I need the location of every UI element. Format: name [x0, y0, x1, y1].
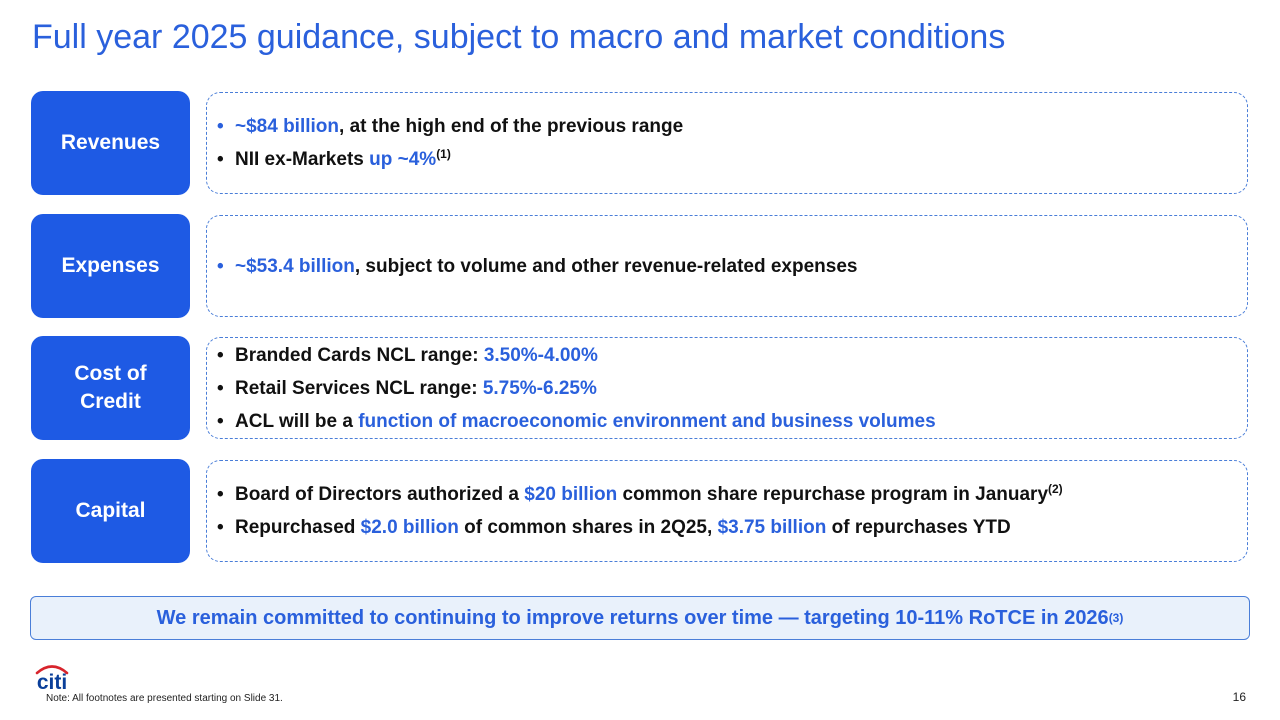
cost-of-credit-bullet-2: • Retail Services NCL range: 5.75%-6.25% [217, 377, 597, 399]
footnote-ref: (2) [1048, 482, 1063, 496]
capital-bullet-2: • Repurchased $2.0 billion of common shares in 2Q25, $3.75 billion of repurchases YTD [217, 517, 1011, 538]
capital-label-text: Capital [75, 499, 146, 522]
cost-of-credit-label-line1: Cost of [74, 362, 147, 385]
cost-of-credit-content [206, 337, 1248, 439]
expenses-label [31, 214, 190, 318]
cost-of-credit-bullet-3: • ACL will be a function of macroeconomic environment and business volumes [217, 410, 936, 432]
cost-of-credit-label [31, 336, 190, 440]
footnote-note: Note: All footnotes are presented starting on Slide 31. [46, 693, 283, 704]
footnote-ref: (1) [436, 147, 451, 161]
citi-logo [28, 660, 76, 692]
capital-label [31, 459, 190, 563]
cost-of-credit-bullet-1: • Branded Cards NCL range: 3.50%-4.00% [217, 344, 598, 366]
revenues-bullet-2: • NII ex-Markets up ~4%$^{(1)}$ [217, 147, 451, 170]
returns-banner: We remain committed to continuing to improve returns over time — targeting 10-11% RoTCE in 2026 (3) [30, 596, 1250, 640]
expenses-content [206, 215, 1248, 317]
page-title: Full year 2025 guidance, subject to macro and market conditions [32, 18, 1006, 56]
svg-text:citi: citi [36, 671, 68, 692]
expenses-bullet-1: • ~$53.4 billion, subject to volume and other revenue-related expenses [217, 255, 858, 277]
revenues-bullet-1: • ~$84 billion, at the high end of the previous range [217, 116, 684, 137]
revenues-content [206, 92, 1248, 194]
capital-content [206, 460, 1248, 562]
banner-text: We remain committed to continuing to improve returns over time — targeting 10-11% RoTCE in 2026 [156, 606, 1109, 629]
expenses-label-text: Expenses [61, 254, 160, 277]
revenues-label [31, 91, 190, 195]
capital-bullet-1: • Board of Directors authorized a $20 billion common share repurchase program in January$^{(2)}$ [217, 482, 1063, 505]
cost-of-credit-label-line2: Credit [80, 390, 141, 413]
page-number: 16 [1232, 690, 1246, 704]
revenues-label-text: Revenues [60, 131, 161, 154]
